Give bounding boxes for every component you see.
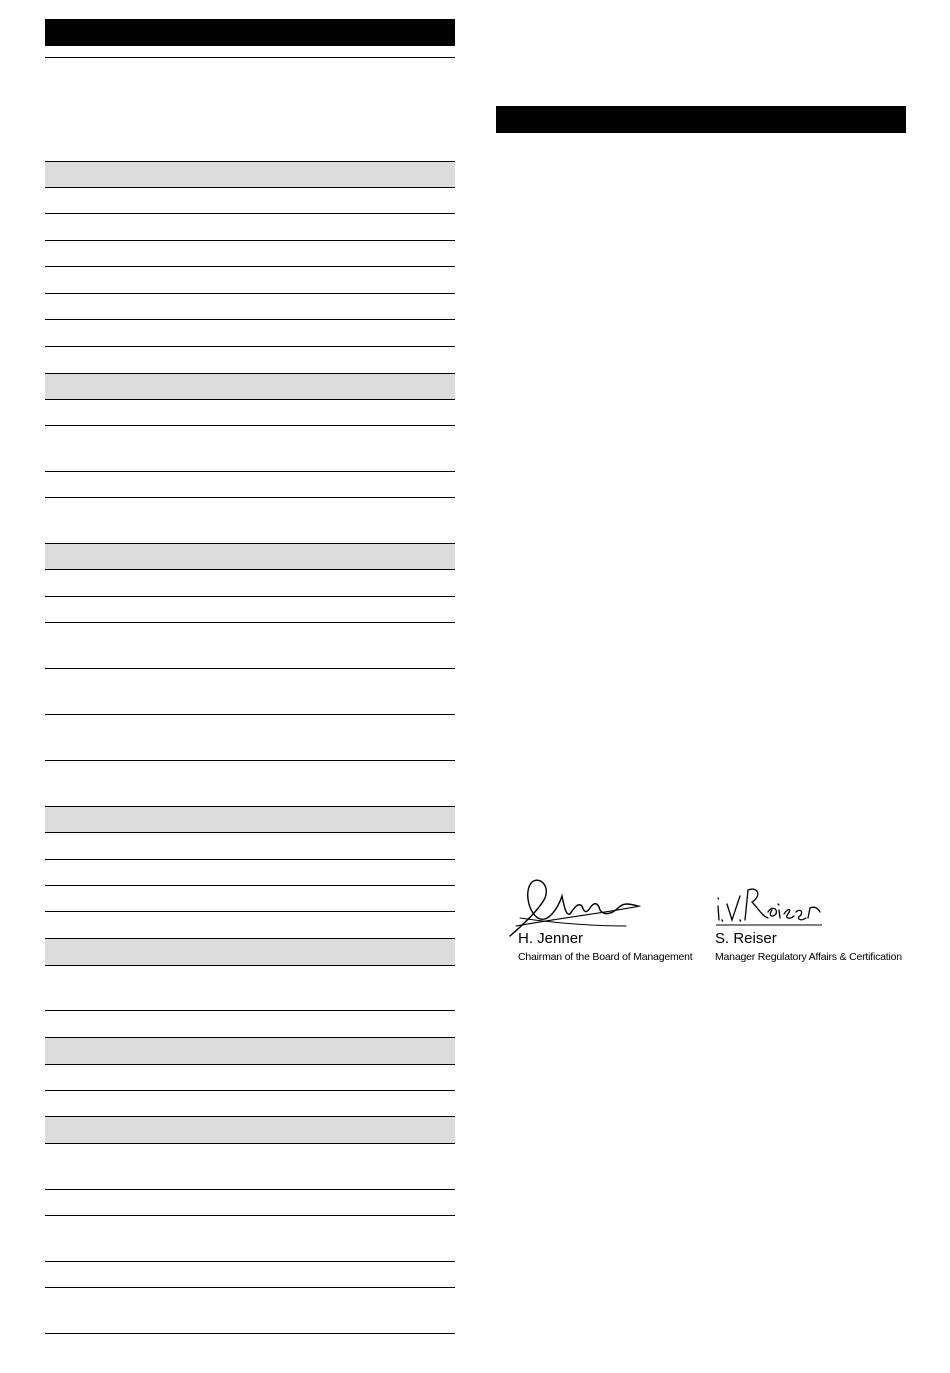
rule-line xyxy=(45,293,455,294)
signatory-name: S. Reiser xyxy=(715,930,777,947)
rule-line xyxy=(45,760,455,761)
rule-line xyxy=(45,911,455,912)
rule-line xyxy=(45,346,455,347)
section-header-band xyxy=(45,161,455,188)
rule-line xyxy=(45,668,455,669)
handwritten-signature-jenner xyxy=(500,868,690,938)
section-header-band xyxy=(45,938,455,966)
rule-line xyxy=(45,714,455,715)
rule-line xyxy=(45,622,455,623)
section-header-band xyxy=(45,543,455,570)
rule-line xyxy=(45,213,455,214)
rule-line xyxy=(45,240,455,241)
rule-line xyxy=(45,885,455,886)
rule-line xyxy=(45,596,455,597)
rule-line xyxy=(45,1287,455,1288)
rule-line xyxy=(45,497,455,498)
signature-block-jenner xyxy=(500,868,693,968)
rule-line xyxy=(45,1189,455,1190)
section-header-band xyxy=(45,1116,455,1144)
section-header-band xyxy=(45,1037,455,1065)
signatory-title: Chairman of the Board of Management xyxy=(518,951,693,963)
rule-line xyxy=(45,859,455,860)
rule-line xyxy=(45,319,455,320)
signatory-name: H. Jenner xyxy=(518,930,584,947)
rule-line xyxy=(45,57,455,58)
rule-line xyxy=(45,1333,455,1334)
signatory-title: Manager Regulatory Affairs & Certification xyxy=(715,951,902,963)
rule-line xyxy=(45,1215,455,1216)
rule-line xyxy=(45,471,455,472)
rule-line xyxy=(45,425,455,426)
section-header-band xyxy=(45,806,455,833)
rule-line xyxy=(45,266,455,267)
rule-line xyxy=(45,1261,455,1262)
handwritten-signature-reiser xyxy=(710,868,830,928)
right-column-header-bar xyxy=(496,106,906,133)
left-column-header-bar xyxy=(45,19,455,46)
rule-line xyxy=(45,1090,455,1091)
signature-block-reiser xyxy=(710,868,910,968)
section-header-band xyxy=(45,373,455,400)
rule-line xyxy=(45,1010,455,1011)
